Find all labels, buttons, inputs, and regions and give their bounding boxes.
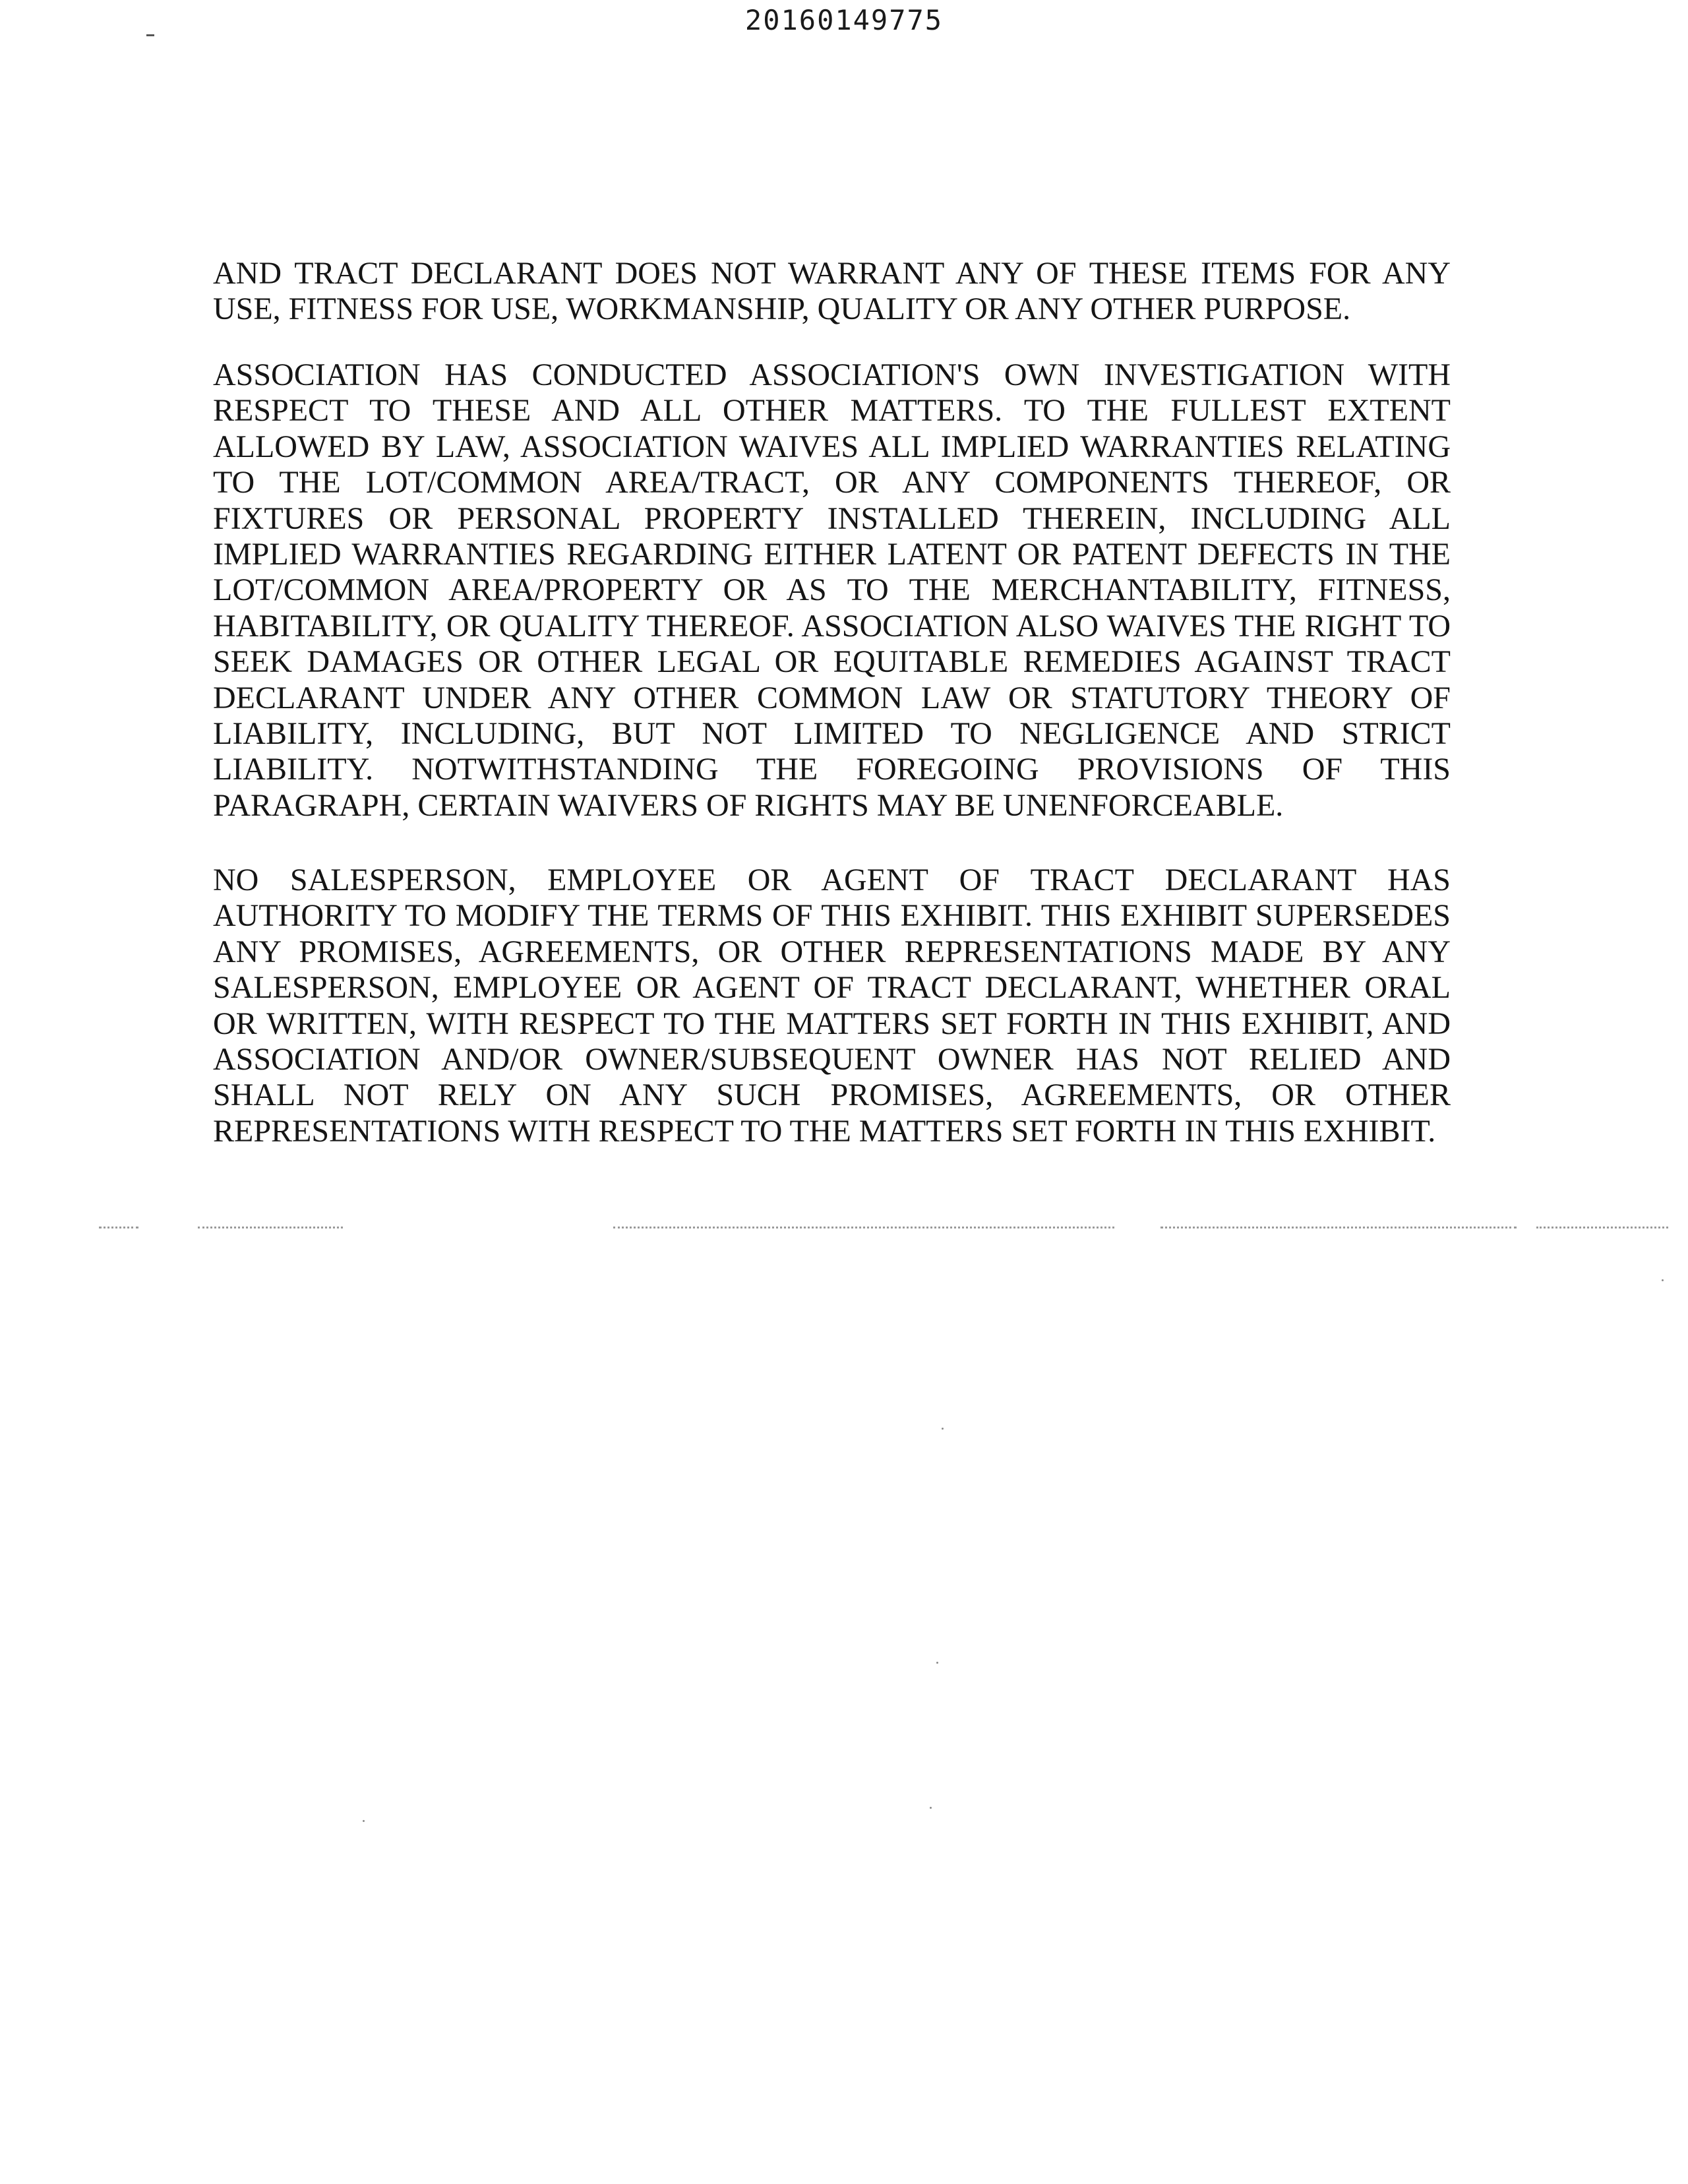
paragraph-warranty-disclaimer	[213, 256, 1451, 328]
paragraph-text: ASSOCIATION HAS CONDUCTED ASSOCIATION'S OWN INVESTIGATION WITH RESPECT TO THESE AND ALL OTHER MATTERS. TO THE FULLEST EXTENT ALLOWED BY LAW, ASSOCIATION WAIVES ALL IMPLIED WARRANTIES RELATING TO THE LOT/COMMON AREA/TRACT, OR ANY COMPONENTS THEREOF, OR FIXTURES OR PERSONAL PROPERTY INSTALLED THEREIN, INCLUDING ALL IMPLIED WARRANTIES REGARDING EITHER LATENT OR PATENT DEFECTS IN THE LOT/COMMON AREA/PROPERTY OR AS TO THE MERCHANTABILITY, FITNESS, HABITABILITY, OR QUALITY THEREOF. ASSOCIATION ALSO WAIVES THE RIGHT TO SEEK DAMAGES OR OTHER LEGAL OR EQUITABLE REMEDIES AGAINST TRACT DECLARANT UNDER ANY OTHER COMMON LAW OR STATUTORY THEORY OF LIABILITY, INCLUDING, BUT NOT LIMITED TO NEGLIGENCE AND STRICT LIABILITY. NOTWITHSTANDING THE FOREGOING PROVISIONS OF THIS PARAGRAPH, CERTAIN WAIVERS OF RIGHTS MAY BE UNENFORCEABLE.	[213, 357, 1451, 823]
document-number: 20160149775	[744, 4, 944, 36]
scan-artifact	[613, 1227, 1114, 1228]
scan-artifact	[363, 1820, 365, 1822]
paragraph-association-waiver	[213, 357, 1451, 824]
scan-artifact	[1662, 1279, 1664, 1281]
scan-artifact	[930, 1807, 932, 1809]
scan-artifact	[1160, 1227, 1517, 1228]
paragraph-no-authority	[213, 863, 1451, 1149]
scan-mark	[146, 34, 154, 36]
scan-artifact	[942, 1428, 944, 1430]
scan-artifact	[198, 1227, 343, 1228]
scan-artifact	[936, 1662, 938, 1664]
paragraph-text: AND TRACT DECLARANT DOES NOT WARRANT ANY OF THESE ITEMS FOR ANY USE, FITNESS FOR USE, WORKMANSHIP, QUALITY OR ANY OTHER PURPOSE.	[213, 256, 1451, 327]
scan-artifact	[1536, 1227, 1668, 1228]
paragraph-text: NO SALESPERSON, EMPLOYEE OR AGENT OF TRACT DECLARANT HAS AUTHORITY TO MODIFY THE TERMS OF THIS EXHIBIT. THIS EXHIBIT SUPERSEDES ANY PROMISES, AGREEMENTS, OR OTHER REPRESENTATIONS MADE BY ANY SALESPERSON, EMPLOYEE OR AGENT OF TRACT DECLARANT, WHETHER ORAL OR WRITTEN, WITH RESPECT TO THE MATTERS SET FORTH IN THIS EXHIBIT, AND ASSOCIATION AND/OR OWNER/SUBSEQUENT OWNER HAS NOT RELIED AND SHALL NOT RELY ON ANY SUCH PROMISES, AGREEMENTS, OR OTHER REPRESENTATIONS WITH RESPECT TO THE MATTERS SET FORTH IN THIS EXHIBIT.	[213, 863, 1451, 1149]
scan-artifact	[99, 1227, 138, 1228]
